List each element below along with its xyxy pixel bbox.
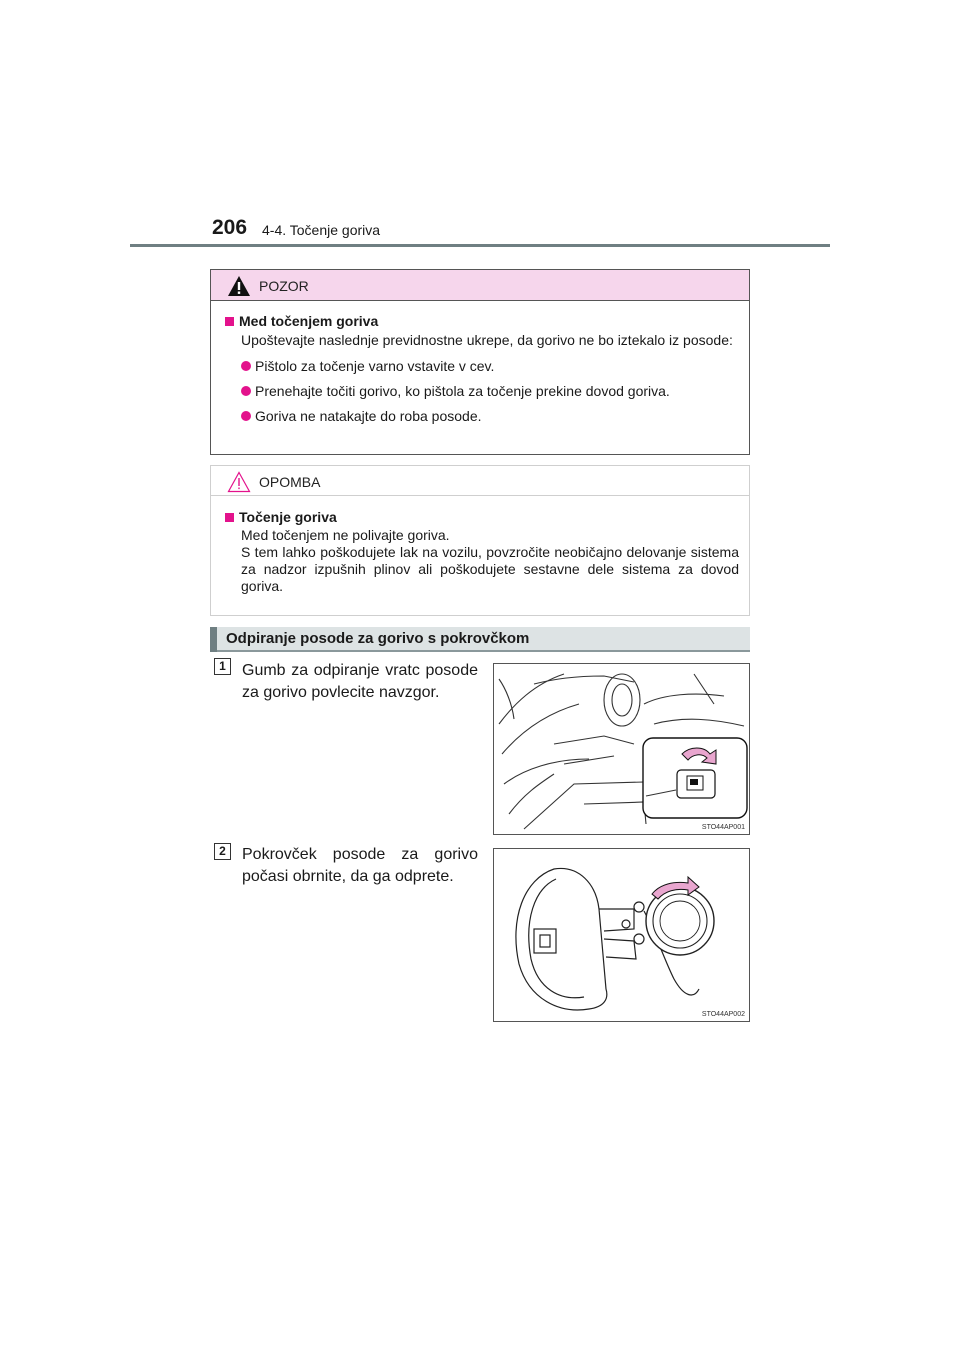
header-rule — [130, 244, 830, 247]
caution-bullet-text: Prenehajte točiti gorivo, ko pištola za točenje prekine dovod goriva. — [255, 383, 670, 399]
warning-icon — [227, 275, 251, 297]
fuel-cap-illustration — [494, 849, 750, 1022]
notice-heading — [225, 509, 739, 525]
figure-fuel-cap — [493, 848, 750, 1022]
caution-header — [211, 270, 749, 301]
notice-body — [211, 496, 749, 595]
caution-bullet — [241, 408, 739, 424]
figure-code: STO44AP002 — [701, 1011, 745, 1018]
square-bullet-icon — [225, 513, 234, 522]
fuel-door-opener-illustration — [494, 664, 750, 835]
figure-code: STO44AP001 — [701, 824, 745, 831]
section-heading-bar — [210, 627, 750, 652]
round-bullet-icon — [241, 386, 251, 396]
notice-heading-text: Točenje goriva — [239, 509, 337, 525]
notice-header — [211, 466, 749, 496]
square-bullet-icon — [225, 317, 234, 326]
notice-warning-icon — [227, 471, 251, 493]
step-2-text: Pokrovček posode za gorivo počasi obrnite, da ga odprete. — [242, 846, 478, 885]
notice-line-1: Med točenjem ne polivajte goriva. — [241, 527, 450, 543]
caution-heading-text: Med točenjem goriva — [239, 313, 379, 329]
notice-box — [210, 465, 750, 616]
page-number: 206 — [212, 216, 248, 239]
caution-bullet — [241, 383, 739, 399]
figure-fuel-door-opener — [493, 663, 750, 835]
caution-heading — [225, 313, 739, 329]
round-bullet-icon — [241, 411, 251, 421]
step-number-1: 1 — [214, 658, 231, 675]
caution-body — [211, 301, 749, 424]
caution-bullet-text: Goriva ne natakajte do roba posode. — [255, 408, 482, 424]
caution-title: POZOR — [259, 278, 309, 294]
caution-box — [210, 269, 750, 455]
step-1-text: Gumb za odpiranje vratc posode za gorivo povlecite navzgor. — [242, 662, 478, 701]
section-heading: Odpiranje posode za gorivo s pokrovčkom — [226, 630, 530, 647]
caution-bullet-text: Pištolo za točenje varno vstavite v cev. — [255, 358, 495, 374]
caution-bullet — [241, 358, 739, 374]
section-bar-accent — [210, 627, 217, 652]
round-bullet-icon — [241, 361, 251, 371]
step-number-2: 2 — [214, 843, 231, 860]
caution-intro: Upoštevajte naslednje previdnostne ukrepe, da gorivo ne bo iztekalo iz posode: — [241, 332, 733, 348]
notice-title: OPOMBA — [259, 474, 321, 490]
notice-line-2: S tem lahko poškodujete lak na vozilu, povzročite neobičajno delovanje sistema za nadzor izpušnih plinov ali poškodujete sestavne dele sistema za dovod goriva. — [241, 544, 739, 594]
running-header-title: 4-4. Točenje goriva — [262, 222, 381, 238]
